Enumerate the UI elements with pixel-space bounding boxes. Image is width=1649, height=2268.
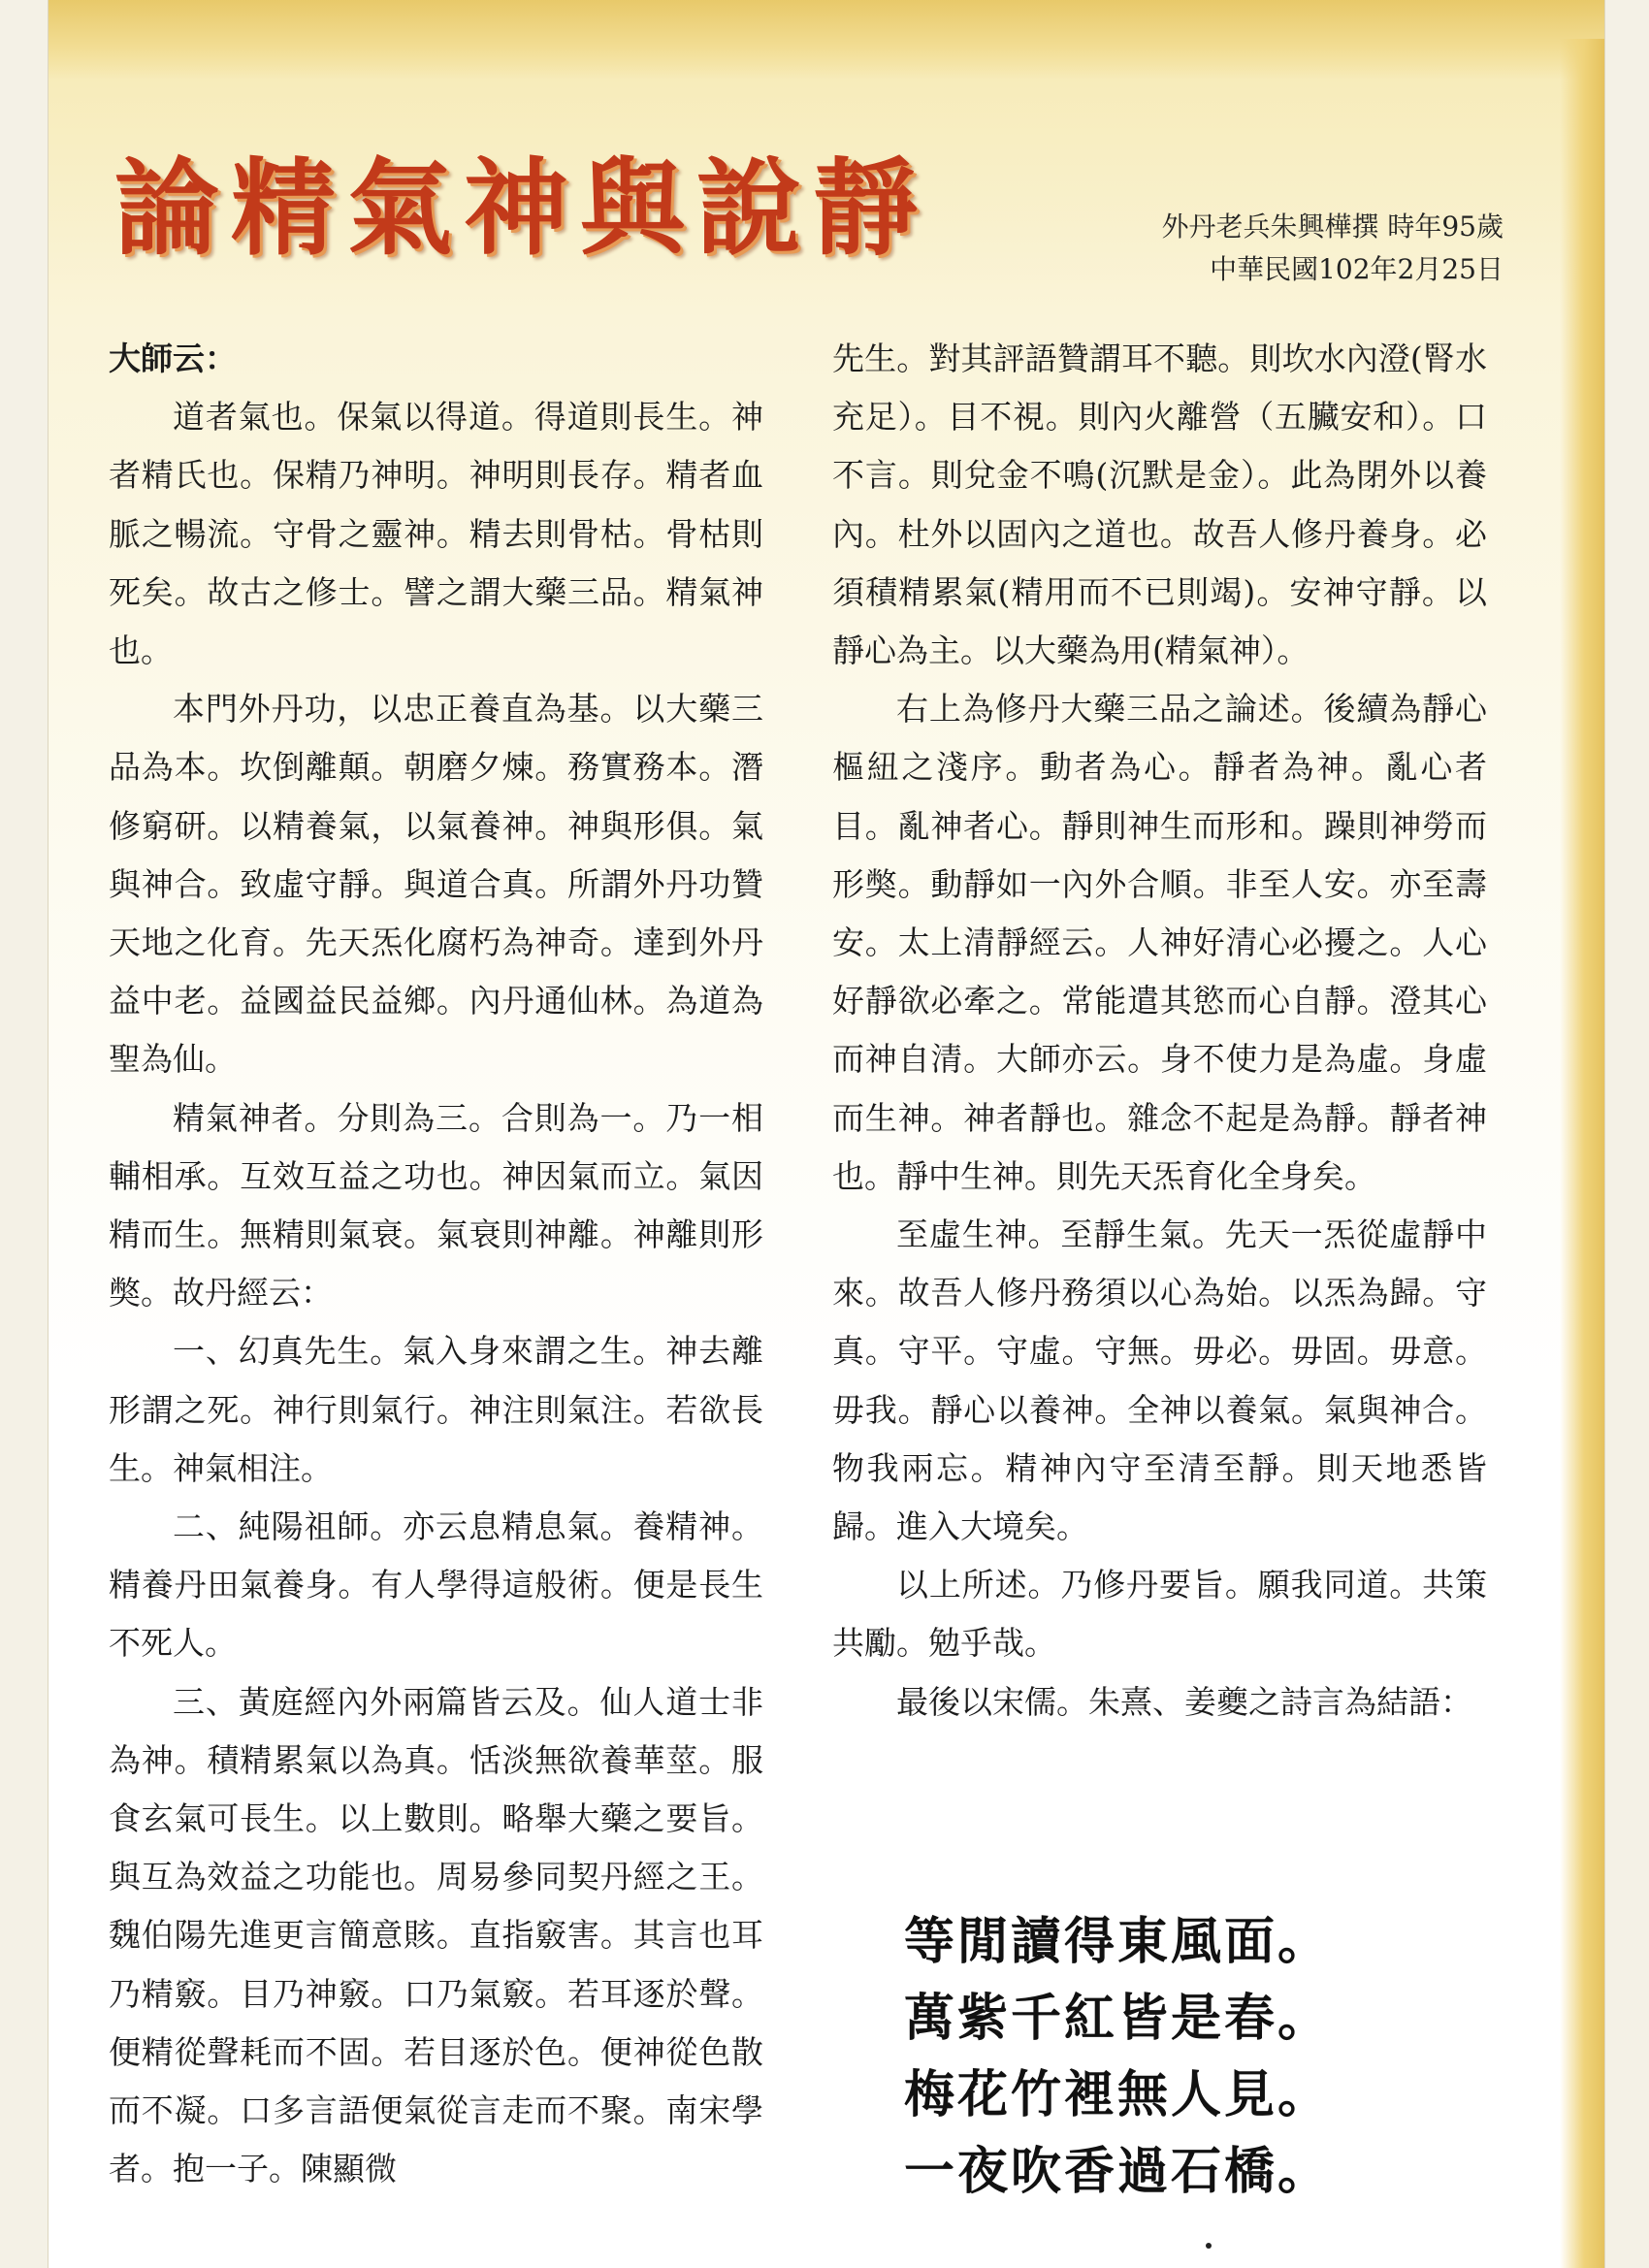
- top-decorative-band: [48, 0, 1604, 80]
- stray-mark: [1206, 2243, 1212, 2249]
- left-text-column: [109, 330, 763, 2199]
- paragraph: 右上為修丹大藥三品之論述。後續為靜心樞紐之淺序。動者為心。靜者為神。亂心者目。亂神者心。靜則神生而形和。躁則神勞而形獘。動靜如一內外合順。非至人安。亦至壽安。太上清靜經云。人神好清心必擾之。人心好靜欲必牽之。常能遣其慾而心自靜。澄其心而神自清。大師亦云。身不使力是為虛。身虛而生神。神者靜也。雜念不起是為靜。靜者神也。靜中生神。則先天炁育化全身矣。: [832, 690, 1487, 1195]
- closing-poem: [904, 1903, 1564, 2210]
- poem-line: 萬紫千紅皆是春。: [904, 1989, 1332, 2048]
- paragraph: 先生。對其評語贊謂耳不聽。則坎水內澄(腎水充足）。目不視。則內火離營（五臟安和）。口不言。則兌金不鳴(沉默是金）。此為閉外以養內。杜外以固內之道也。故吾人修丹養身。必須積精累氣(精用而不已則竭)。安神守靜。以靜心為主。以大藥為用(精氣神）。: [832, 340, 1487, 670]
- date-line: 中華民國102年2月25日: [1210, 253, 1504, 285]
- paragraph: 二、純陽祖師。亦云息精息氣。養精神。精養丹田氣養身。有人學得這般術。便是長生不死人。: [109, 1507, 763, 1663]
- paragraph: 最後以宋儒。朱熹、姜夔之詩言為結語：: [896, 1682, 1472, 1721]
- paragraph: 本門外丹功，以忠正養直為基。以大藥三品為本。坎倒離顛。朝磨夕煉。務實務本。潛修窮研。以精養氣，以氣養神。神與形俱。氣與神合。致虛守靜。與道合真。所謂外丹功贊天地之化育。先天炁化腐朽為神奇。達到外丹益中老。益國益民益鄉。內丹通仙林。為道為聖為仙。: [109, 690, 763, 1079]
- paragraph: 道者氣也。保氣以得道。得道則長生。神者精氏也。保精乃神明。神明則長存。精者血脈之暢流。守骨之靈神。精去則骨枯。骨枯則死矣。故古之修士。譬之謂大藥三品。精氣神也。: [109, 398, 763, 670]
- poem-line: 一夜吹香過石橋。: [904, 2142, 1332, 2201]
- byline: [999, 206, 1504, 291]
- paragraph: 三、黃庭經內外兩篇皆云及。仙人道士非為神。積精累氣以為真。恬淡無欲養華莖。服食玄氣可長生。以上數則。略舉大藥之要旨。與互為效益之功能也。周易參同契丹經之王。魏伯陽先進更言簡意賅。直指竅害。其言也耳乃精竅。目乃神竅。口乃氣竅。若耳逐於聲。便精從聲耗而不固。若目逐於色。便神從色散而不凝。口多言語便氣從言走而不聚。南宋學者。抱一子。陳顯微: [109, 1682, 763, 2188]
- paragraph: 至虛生神。至靜生氣。先天一炁從虛靜中來。故吾人修丹務須以心為始。以炁為歸。守真。守平。守虛。守無。毋必。毋固。毋意。毋我。靜心以養神。全神以養氣。氣與神合。物我兩忘。精神內守至清至靜。則天地悉皆歸。進入大境矣。: [832, 1215, 1487, 1546]
- paragraph: 一、幻真先生。氣入身來謂之生。神去離形謂之死。神行則氣行。神注則氣注。若欲長生。神氣相注。: [109, 1332, 763, 1487]
- article-title: 論精氣神與說靜: [114, 147, 930, 270]
- poem-line: 等閒讀得東風面。: [904, 1912, 1332, 1971]
- author-line: 外丹老兵朱興樺撰 時年95歲: [1161, 211, 1504, 243]
- section-heading: 大師云：: [109, 340, 237, 377]
- paragraph: 精氣神者。分則為三。合則為一。乃一相輔相承。互效互益之功也。神因氣而立。氣因精而生。無精則氣衰。氣衰則神離。神離則形獘。故丹經云：: [109, 1098, 763, 1312]
- poem-line: 梅花竹裡無人見。: [904, 2065, 1332, 2124]
- right-text-column: [832, 330, 1487, 1732]
- paragraph: 以上所述。乃修丹要旨。願我同道。共策共勵。勉乎哉。: [832, 1566, 1487, 1663]
- right-decorative-band: [1560, 39, 1604, 2268]
